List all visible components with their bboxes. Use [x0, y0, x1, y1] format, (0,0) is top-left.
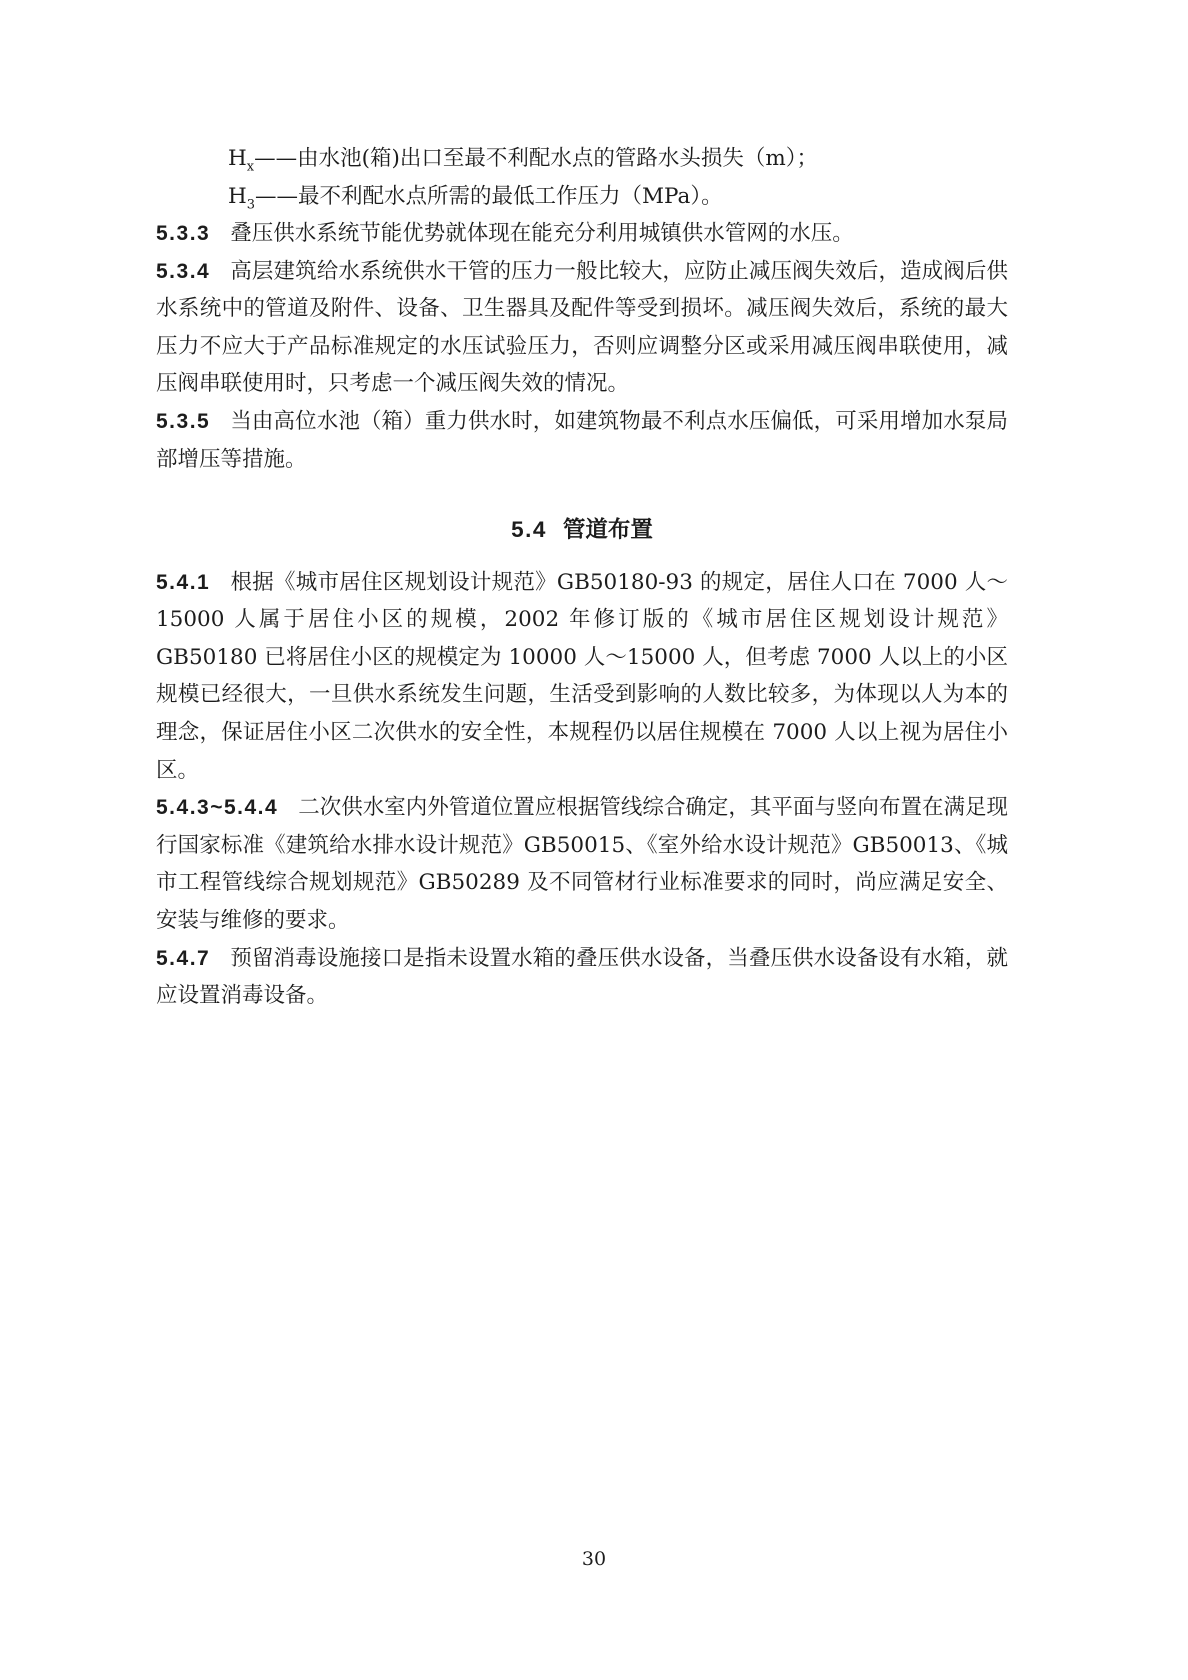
- symbol-h3-subscript: 3: [246, 196, 256, 212]
- clause-body: 二次供水室内外管道位置应根据管线综合确定，其平面与竖向布置在满足现行国家标准《建筑给水排水设计规范》GB50015、《室外给水设计规范》GB50013、《城市工程管线综合规划规范》GB50289 及不同管材行业标准要求的同时，尚应满足安全、安装与维修的要求。: [156, 795, 1008, 933]
- clause-5-4-1: [156, 564, 1008, 790]
- clause-body: 高层建筑给水系统供水干管的压力一般比较大，应防止减压阀失效后，造成阀后供水系统中的管道及附件、设备、卫生器具及配件等受到损坏。减压阀失效后，系统的最大压力不应大于产品标准规定的水压试验压力，否则应调整分区或采用减压阀串联使用，减压阀串联使用时，只考虑一个减压阀失效的情况。: [156, 258, 1008, 397]
- clause-body: 叠压供水系统节能优势就体现在能充分利用城镇供水管网的水压。: [230, 221, 854, 246]
- clause-5-3-4: [156, 253, 1008, 403]
- page-number: 30: [581, 1548, 607, 1570]
- section-heading-5-4: [156, 511, 1008, 549]
- symbol-hx-base: H: [228, 146, 247, 171]
- definition-line-hx: [156, 140, 1008, 178]
- section-heading-title: 管道布置: [562, 517, 653, 543]
- symbol-h3-base: H: [228, 183, 247, 209]
- clause-5-4-7: [156, 940, 1008, 1015]
- clause-5-3-5: [156, 403, 1008, 478]
- clause-number: 5.3.3: [156, 222, 211, 245]
- clause-number: 5.4.1: [156, 570, 211, 594]
- definition-hx-text: ——由水池(箱)出口至最不利配水点的管路水头损失（m）；: [254, 146, 819, 171]
- clause-body: 当由高位水池（箱）重力供水时，如建筑物最不利点水压偏低，可采用增加水泵局部增压等措施。: [156, 408, 1008, 472]
- clause-5-3-3: [156, 215, 1008, 253]
- clause-number: 5.3.5: [156, 409, 211, 433]
- definition-line-h3: [156, 178, 1008, 216]
- clause-body: 预留消毒设施接口是指未设置水箱的叠压供水设备，当叠压供水设备设有水箱，就应设置消毒设备。: [156, 945, 1008, 1009]
- symbol-hx-subscript: x: [246, 159, 255, 175]
- clause-5-4-3-to-5-4-4: [156, 789, 1008, 939]
- clause-number: 5.3.4: [156, 259, 211, 283]
- clause-number: 5.4.3~5.4.4: [156, 796, 279, 820]
- page-content: [156, 140, 1008, 1015]
- definition-h3-text: ——最不利配水点所需的最低工作压力（MPa）。: [255, 183, 723, 209]
- section-heading-number: 5.4: [511, 517, 547, 543]
- clause-number: 5.4.7: [156, 946, 211, 970]
- clause-body: 根据《城市居住区规划设计规范》GB50180-93 的规定，居住人口在 7000 人～15000 人属于居住小区的规模，2002 年修订版的《城市居住区规划设计规范》GB50180 已将居住小区的规模定为 10000 人～15000 人，但考虑 7000 人以上的小区规模已经很大，一旦供水系统发生问题，生活受到影响的人数比较多，为体现以人为本的理念，保证居住小区二次供水的安全性，本规程仍以居住规模在 7000 人以上视为居住小区。: [156, 569, 1008, 783]
